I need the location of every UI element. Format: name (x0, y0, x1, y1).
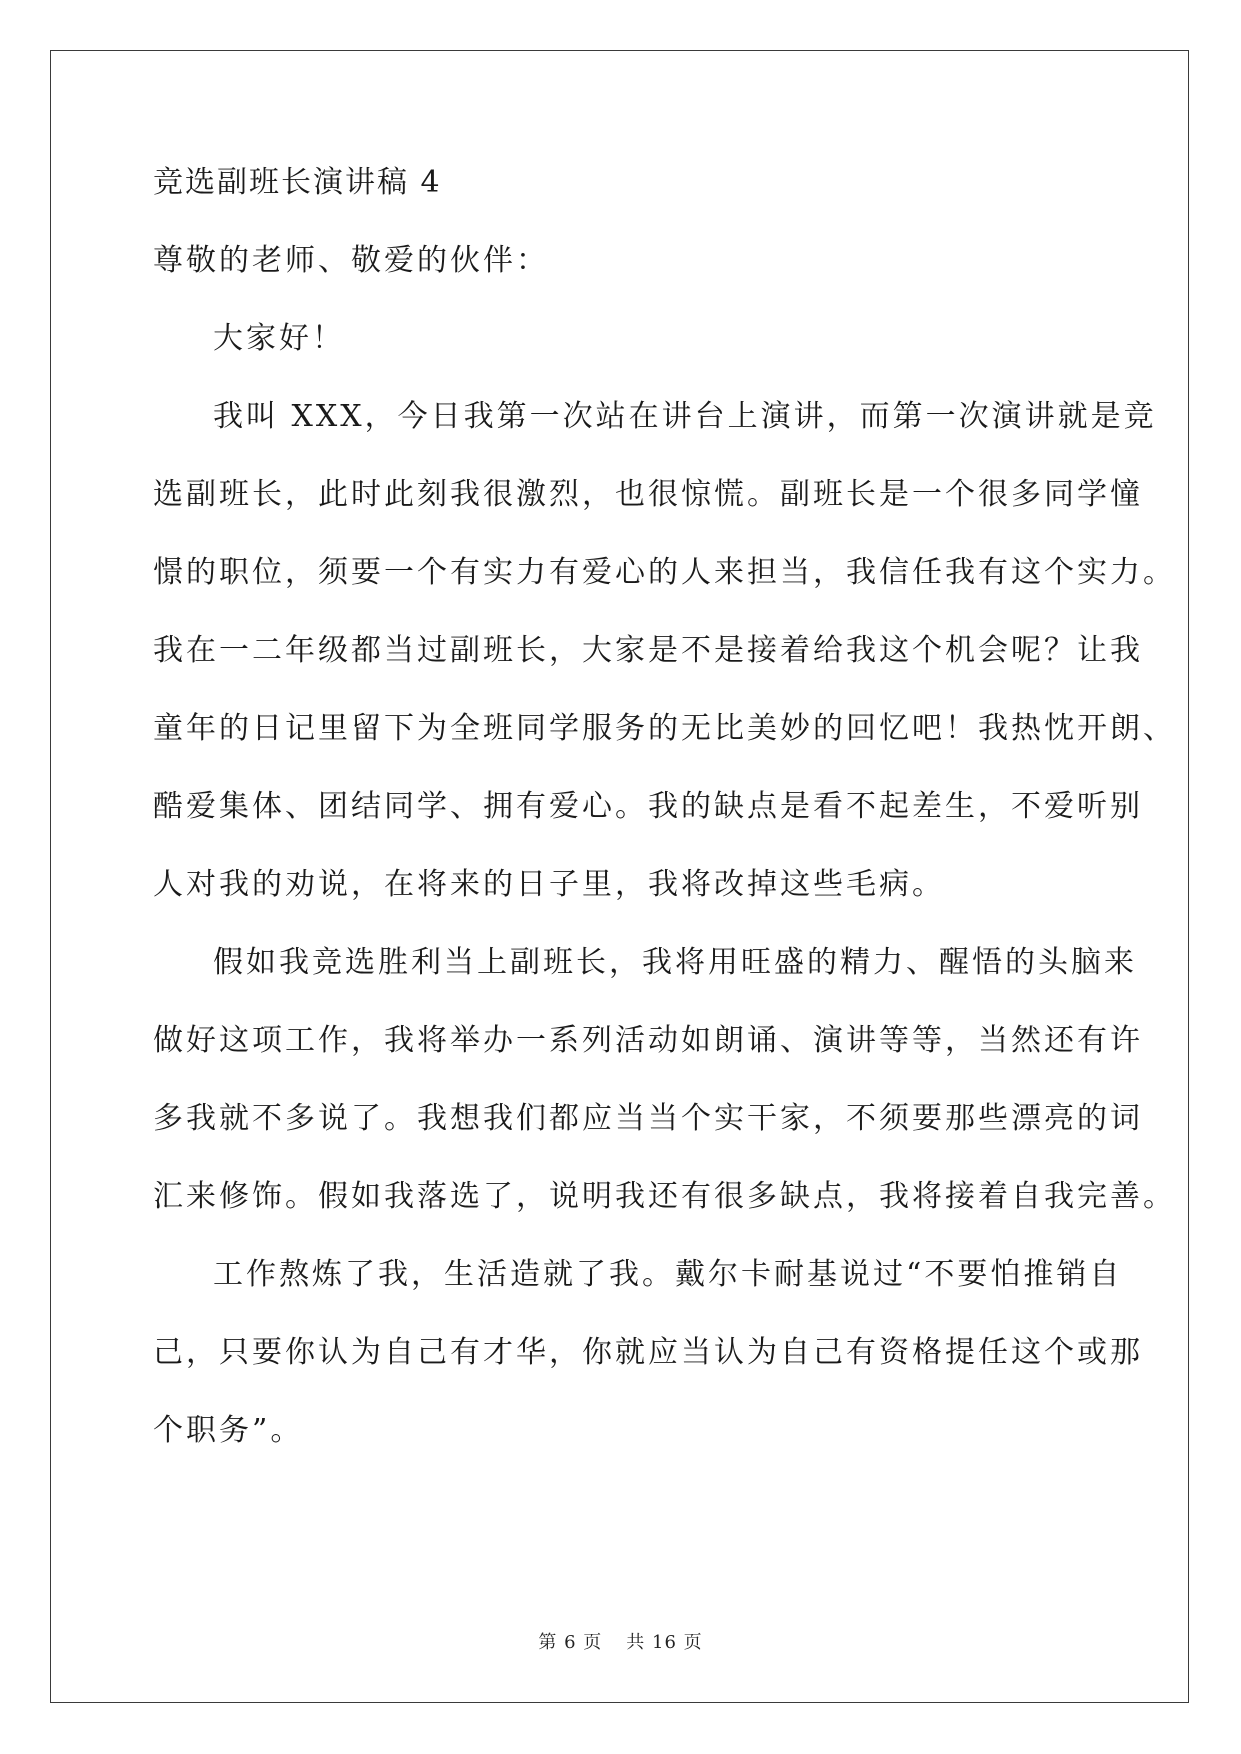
paragraph-line: 汇来修饰。假如我落选了，说明我还有很多缺点，我将接着自我完善。 (153, 1179, 1176, 1214)
paragraph-line: 童年的日记里留下为全班同学服务的无比美妙的回忆吧！我热忱开朗、 (153, 711, 1176, 746)
document-title: 竞选副班长演讲稿 4 (153, 165, 442, 200)
paragraph-line: 假如我竞选胜利当上副班长，我将用旺盛的精力、醒悟的头脑来 (213, 945, 1137, 980)
paragraph-line: 人对我的劝说，在将来的日子里，我将改掉这些毛病。 (153, 867, 945, 902)
paragraph-line: 己，只要你认为自己有才华，你就应当认为自己有资格提任这个或那 (153, 1335, 1143, 1370)
paragraph-line: 我叫 XXX，今日我第一次站在讲台上演讲，而第一次演讲就是竞 (213, 399, 1157, 434)
paragraph-line: 憬的职位，须要一个有实力有爱心的人来担当，我信任我有这个实力。 (153, 555, 1176, 590)
paragraph-line: 选副班长，此时此刻我很激烈，也很惊慌。副班长是一个很多同学憧 (153, 477, 1143, 512)
salutation: 尊敬的老师、敬爱的伙伴： (153, 243, 549, 278)
paragraph-line: 我在一二年级都当过副班长，大家是不是接着给我这个机会呢？让我 (153, 633, 1143, 668)
paragraph-line: 做好这项工作，我将举办一系列活动如朗诵、演讲等等，当然还有许 (153, 1023, 1143, 1058)
greeting: 大家好！ (213, 321, 345, 356)
paragraph-line: 工作熬炼了我，生活造就了我。戴尔卡耐基说过“不要怕推销自 (213, 1257, 1123, 1292)
page-total: 共 16 页 (626, 1632, 703, 1653)
page-footer (0, 1628, 1241, 1654)
page-number: 第 6 页 (538, 1632, 603, 1653)
paragraph-line: 个职务”。 (153, 1413, 304, 1448)
paragraph-line: 酷爱集体、团结同学、拥有爱心。我的缺点是看不起差生，不爱听别 (153, 789, 1143, 824)
document-body (153, 165, 1176, 1494)
paragraph-line: 多我就不多说了。我想我们都应当当个实干家，不须要那些漂亮的词 (153, 1101, 1143, 1136)
